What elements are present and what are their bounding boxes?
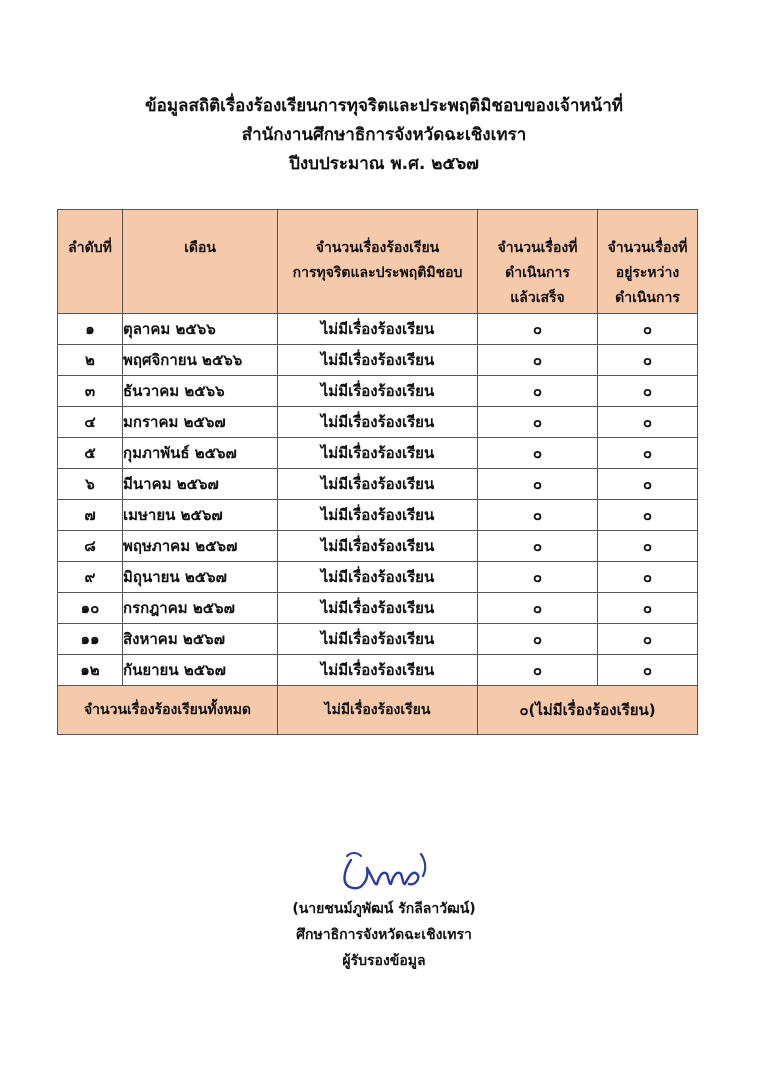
table-header-row: [58, 210, 698, 314]
row-complaints: ไม่มีเรื่องร้องเรียน: [278, 314, 478, 345]
row-complaints: ไม่มีเรื่องร้องเรียน: [278, 593, 478, 624]
row-month: ธันวาคม ๒๕๖๖: [123, 376, 278, 407]
row-complaints: ไม่มีเรื่องร้องเรียน: [278, 345, 478, 376]
row-in-progress: ๐: [598, 469, 698, 500]
table-row: [58, 655, 698, 686]
row-in-progress: ๐: [598, 314, 698, 345]
row-in-progress: ๐: [598, 531, 698, 562]
row-done: ๐: [478, 345, 598, 376]
row-complaints: ไม่มีเรื่องร้องเรียน: [278, 655, 478, 686]
header-month: เดือน: [123, 210, 278, 314]
table-row: [58, 562, 698, 593]
header-in-progress-line-3: ดำเนินการ: [615, 290, 680, 306]
table-row: [58, 345, 698, 376]
row-month: กันยายน ๒๕๖๗: [123, 655, 278, 686]
row-done: ๐: [478, 593, 598, 624]
row-month: สิงหาคม ๒๕๖๗: [123, 624, 278, 655]
row-in-progress: ๐: [598, 562, 698, 593]
table-row: [58, 438, 698, 469]
row-number: ๑๑: [58, 624, 123, 655]
table-row: [58, 469, 698, 500]
row-done: ๐: [478, 500, 598, 531]
table-row: [58, 314, 698, 345]
signatory-role: ผู้รับรองข้อมูล: [342, 953, 426, 969]
row-done: ๐: [478, 438, 598, 469]
row-number: ๔: [58, 407, 123, 438]
total-result: ๐(ไม่มีเรื่องร้องเรียน): [478, 686, 698, 735]
row-number: ๑๒: [58, 655, 123, 686]
row-complaints: ไม่มีเรื่องร้องเรียน: [278, 438, 478, 469]
header-done-line-3: แล้วเสร็จ: [510, 290, 565, 306]
header-done-line-1: จำนวนเรื่องที่: [497, 240, 578, 256]
row-number: ๓: [58, 376, 123, 407]
table-row: [58, 500, 698, 531]
row-month: มกราคม ๒๕๖๗: [123, 407, 278, 438]
row-in-progress: ๐: [598, 438, 698, 469]
row-in-progress: ๐: [598, 655, 698, 686]
row-done: ๐: [478, 655, 598, 686]
row-done: ๐: [478, 376, 598, 407]
row-done: ๐: [478, 531, 598, 562]
signatory-position: ศึกษาธิการจังหวัดฉะเชิงเทรา: [296, 927, 472, 943]
row-done: ๐: [478, 562, 598, 593]
header-in-progress-line-1: จำนวนเรื่องที่: [607, 240, 688, 256]
table-row: [58, 376, 698, 407]
row-number: ๙: [58, 562, 123, 593]
row-number: ๒: [58, 345, 123, 376]
row-done: ๐: [478, 469, 598, 500]
header-in-progress-line-2: อยู่ระหว่าง: [615, 265, 680, 281]
table-row: [58, 593, 698, 624]
header-done: [478, 210, 598, 314]
row-number: ๕: [58, 438, 123, 469]
row-number: ๖: [58, 469, 123, 500]
row-in-progress: ๐: [598, 624, 698, 655]
total-row: [58, 686, 698, 735]
complaint-stats-table: [57, 209, 698, 735]
row-month: ตุลาคม ๒๕๖๖: [123, 314, 278, 345]
row-complaints: ไม่มีเรื่องร้องเรียน: [278, 407, 478, 438]
row-complaints: ไม่มีเรื่องร้องเรียน: [278, 531, 478, 562]
row-number: ๗: [58, 500, 123, 531]
row-month: กุมภาพันธ์ ๒๕๖๗: [123, 438, 278, 469]
row-complaints: ไม่มีเรื่องร้องเรียน: [278, 624, 478, 655]
signatory-name: (นายชนม์ภูพัฒน์ รักลีลาวัฒน์): [292, 901, 476, 917]
table-row: [58, 407, 698, 438]
title-line-3: ปีงบประมาณ พ.ศ. ๒๕๖๗: [289, 154, 479, 174]
row-done: ๐: [478, 314, 598, 345]
total-label: จำนวนเรื่องร้องเรียนทั้งหมด: [58, 686, 278, 735]
table-row: [58, 531, 698, 562]
signature-block: [0, 838, 768, 974]
row-month: พฤษภาคม ๒๕๖๗: [123, 531, 278, 562]
row-complaints: ไม่มีเรื่องร้องเรียน: [278, 562, 478, 593]
row-in-progress: ๐: [598, 376, 698, 407]
row-month: มิถุนายน ๒๕๖๗: [123, 562, 278, 593]
row-number: ๑๐: [58, 593, 123, 624]
header-complaints: [278, 210, 478, 314]
header-complaints-line-1: จำนวนเรื่องร้องเรียน: [315, 240, 440, 256]
row-month: มีนาคม ๒๕๖๗: [123, 469, 278, 500]
header-no: ลำดับที่: [58, 210, 123, 314]
document-title: [0, 92, 768, 179]
row-in-progress: ๐: [598, 345, 698, 376]
header-done-line-2: ดำเนินการ: [505, 265, 570, 281]
table-row: [58, 624, 698, 655]
total-complaints: ไม่มีเรื่องร้องเรียน: [278, 686, 478, 735]
row-complaints: ไม่มีเรื่องร้องเรียน: [278, 376, 478, 407]
row-complaints: ไม่มีเรื่องร้องเรียน: [278, 469, 478, 500]
row-done: ๐: [478, 624, 598, 655]
row-in-progress: ๐: [598, 593, 698, 624]
row-number: ๘: [58, 531, 123, 562]
row-month: เมษายน ๒๕๖๗: [123, 500, 278, 531]
header-complaints-line-2: การทุจริตและประพฤติมิชอบ: [292, 265, 463, 281]
row-month: กรกฎาคม ๒๕๖๗: [123, 593, 278, 624]
row-in-progress: ๐: [598, 407, 698, 438]
row-month: พฤศจิกายน ๒๕๖๖: [123, 345, 278, 376]
handwritten-signature: [329, 838, 439, 896]
title-line-2: สำนักงานศึกษาธิการจังหวัดฉะเชิงเทรา: [241, 125, 527, 145]
table-body: [58, 314, 698, 686]
row-in-progress: ๐: [598, 500, 698, 531]
row-number: ๑: [58, 314, 123, 345]
row-complaints: ไม่มีเรื่องร้องเรียน: [278, 500, 478, 531]
row-done: ๐: [478, 407, 598, 438]
header-in-progress: [598, 210, 698, 314]
title-line-1: ข้อมูลสถิติเรื่องร้องเรียนการทุจริตและประพฤติมิชอบของเจ้าหน้าที่: [145, 96, 623, 116]
